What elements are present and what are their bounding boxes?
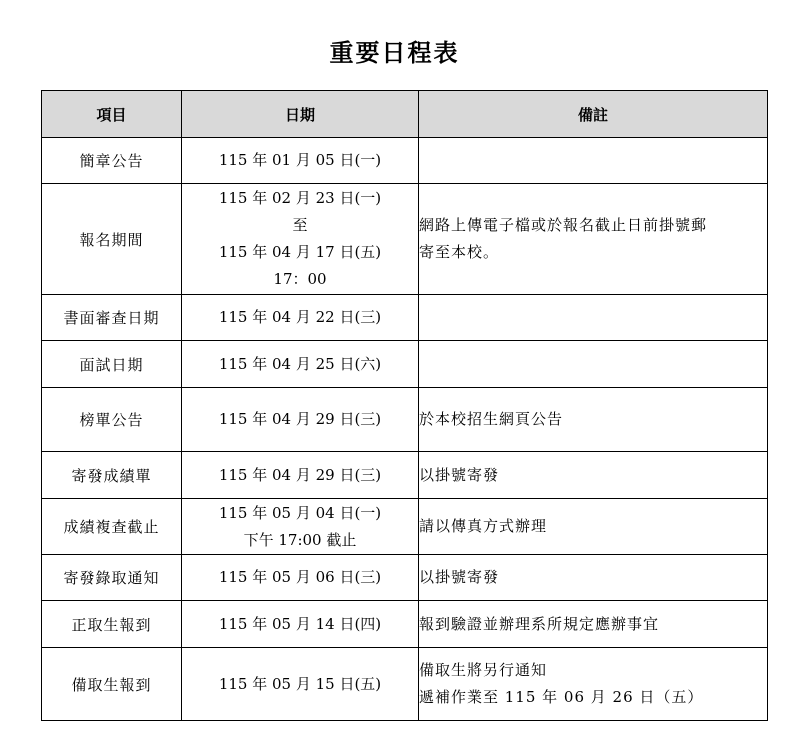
date-line: 115 年 04 月 22 日(三) <box>218 308 382 326</box>
date-line: 115 年 04 月 29 日(三) <box>218 465 382 484</box>
date-line: 下午 17:00 截止 <box>243 530 357 549</box>
table-row <box>42 648 768 721</box>
date-cell <box>182 388 419 452</box>
note-cell <box>419 555 768 601</box>
date-cell <box>182 138 419 184</box>
column-header-note: 備註 <box>419 91 768 138</box>
note-line: 寄至本校。 <box>419 243 500 261</box>
note-cell <box>419 452 768 499</box>
table-header-row <box>42 91 768 138</box>
date-line: 115 年 04 月 17 日(五) <box>218 243 382 261</box>
note-cell <box>419 138 768 184</box>
item-cell: 報名期間 <box>42 184 182 295</box>
date-cell <box>182 341 419 388</box>
date-line: 115 年 05 月 06 日(三) <box>218 568 382 586</box>
item-cell: 書面審查日期 <box>42 295 182 341</box>
item-cell: 榜單公告 <box>42 388 182 452</box>
item-cell: 正取生報到 <box>42 601 182 648</box>
date-line: 115 年 04 月 29 日(三) <box>218 410 382 428</box>
item-cell: 寄發錄取通知 <box>42 555 182 601</box>
note-cell <box>419 648 768 721</box>
date-line: 至 <box>292 216 308 234</box>
date-cell <box>182 184 419 295</box>
note-cell <box>419 388 768 452</box>
date-line: 115 年 05 月 04 日(一) <box>218 503 382 522</box>
note-line: 以掛號寄發 <box>419 465 500 484</box>
schedule-table <box>41 90 768 721</box>
table-row <box>42 555 768 601</box>
column-header-date: 日期 <box>182 91 419 138</box>
table-row <box>42 388 768 452</box>
note-line: 遞補作業至 115 年 06 月 26 日（五） <box>419 688 704 706</box>
date-cell <box>182 648 419 721</box>
item-cell: 簡章公告 <box>42 138 182 184</box>
date-line: 115 年 05 月 15 日(五) <box>218 674 382 693</box>
column-header-item: 項目 <box>42 91 182 138</box>
item-cell: 面試日期 <box>42 341 182 388</box>
date-line: 115 年 01 月 05 日(一) <box>218 151 382 169</box>
date-line: 115 年 04 月 25 日(六) <box>218 354 382 373</box>
date-cell <box>182 295 419 341</box>
table-row <box>42 601 768 648</box>
item-cell: 寄發成績單 <box>42 452 182 499</box>
note-line: 以掛號寄發 <box>419 568 500 586</box>
note-line: 請以傳真方式辦理 <box>419 517 548 535</box>
table-row <box>42 295 768 341</box>
date-cell <box>182 499 419 555</box>
date-line: 115 年 02 月 23 日(一) <box>218 189 382 207</box>
table-row <box>42 138 768 184</box>
table-row <box>42 341 768 388</box>
note-cell <box>419 601 768 648</box>
date-cell <box>182 555 419 601</box>
note-cell <box>419 341 768 388</box>
date-cell <box>182 452 419 499</box>
item-cell: 備取生報到 <box>42 648 182 721</box>
date-line: 17：00 <box>273 270 327 288</box>
note-line: 備取生將另行通知 <box>419 661 548 679</box>
item-cell: 成績複查截止 <box>42 499 182 555</box>
note-cell <box>419 499 768 555</box>
date-cell <box>182 601 419 648</box>
note-cell <box>419 184 768 295</box>
note-line: 網路上傳電子檔或於報名截止日前掛號郵 <box>419 216 708 234</box>
page-title: 重要日程表 <box>329 38 460 67</box>
note-line: 報到驗證並辦理系所規定應辦事宜 <box>419 614 660 633</box>
date-line: 115 年 05 月 14 日(四) <box>218 614 382 633</box>
note-line: 於本校招生網頁公告 <box>419 410 564 428</box>
note-cell <box>419 295 768 341</box>
table-row <box>42 452 768 499</box>
table-row <box>42 499 768 555</box>
table-row <box>42 184 768 295</box>
